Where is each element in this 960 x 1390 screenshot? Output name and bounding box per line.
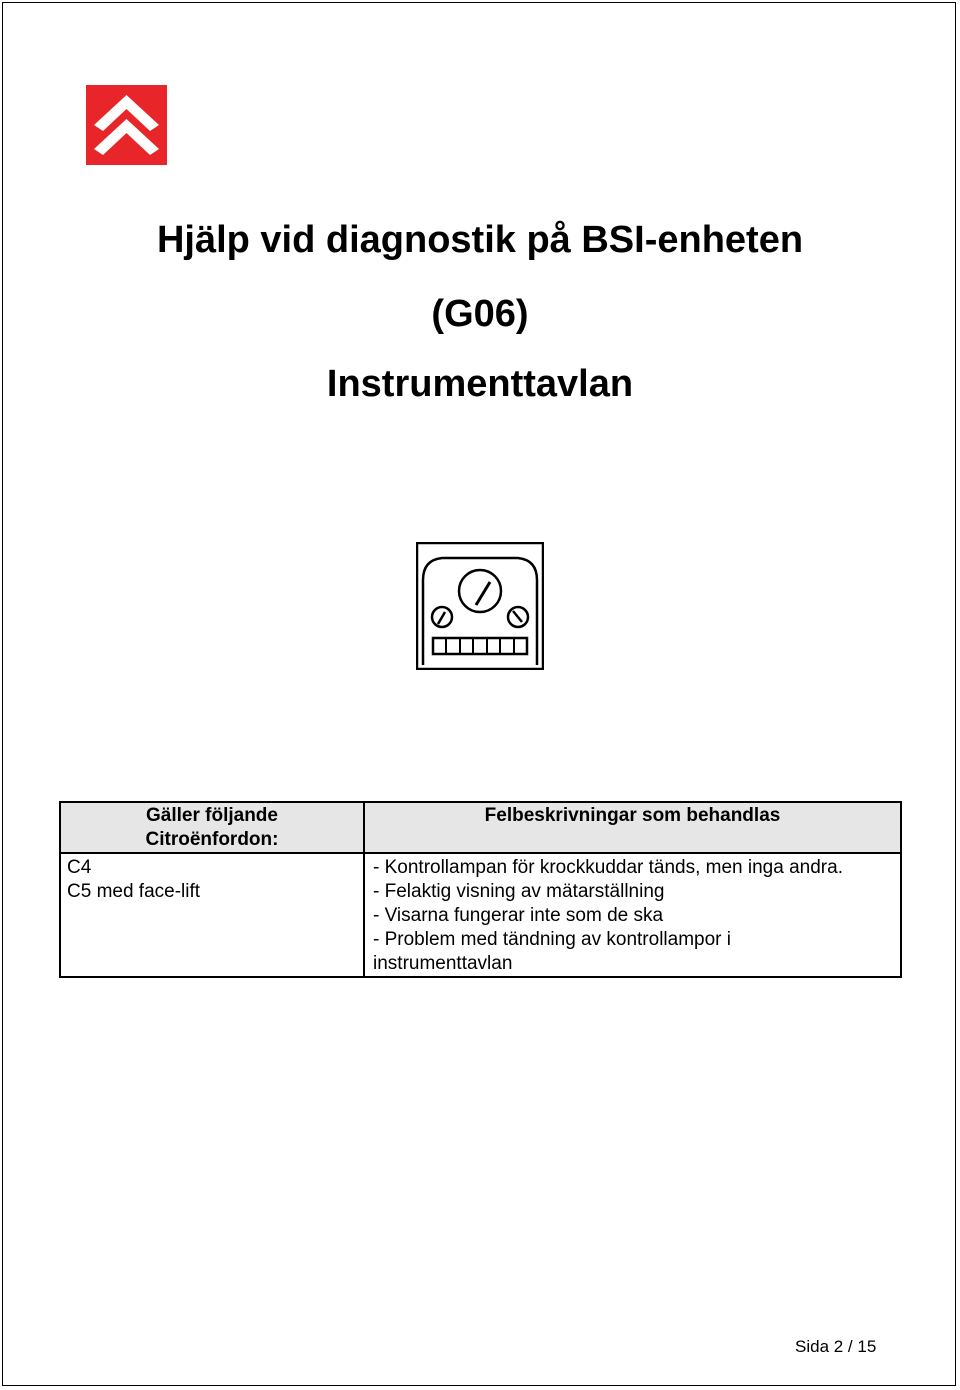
citroen-logo xyxy=(86,85,167,165)
fault-descriptions-header: Felbeskrivningar som behandlas xyxy=(364,802,901,853)
page-number: Sida 2 / 15 xyxy=(795,1337,877,1356)
fault-item: - Visarna fungerar inte som de ska xyxy=(373,905,664,926)
instrument-panel-icon xyxy=(416,542,544,670)
applies-to-header-line: Citroënfordon: xyxy=(145,829,279,850)
table-header-row xyxy=(60,802,901,853)
applies-to-header-line: Gäller följande xyxy=(146,805,278,826)
fault-item: - Kontrollampan för krockkuddar tänds, men inga andra. xyxy=(373,857,843,878)
document-title: Hjälp vid diagnostik på BSI-enheten xyxy=(156,219,804,261)
fault-item: - Felaktig visning av mätarställning xyxy=(373,881,665,902)
fault-list xyxy=(364,853,901,977)
applies-to-header xyxy=(60,802,364,853)
fault-item: instrumenttavlan xyxy=(373,953,513,974)
document-subtitle: Instrumenttavlan xyxy=(326,363,634,405)
vehicle-item: C4 xyxy=(67,857,92,878)
table-row xyxy=(60,853,901,977)
fault-item: - Problem med tändning av kontrollampor i xyxy=(373,929,732,950)
page-border xyxy=(2,2,956,1386)
document-code: (G06) xyxy=(431,293,529,335)
vehicle-list xyxy=(60,853,364,977)
info-table xyxy=(59,801,902,978)
vehicle-item: C5 med face-lift xyxy=(67,881,201,902)
